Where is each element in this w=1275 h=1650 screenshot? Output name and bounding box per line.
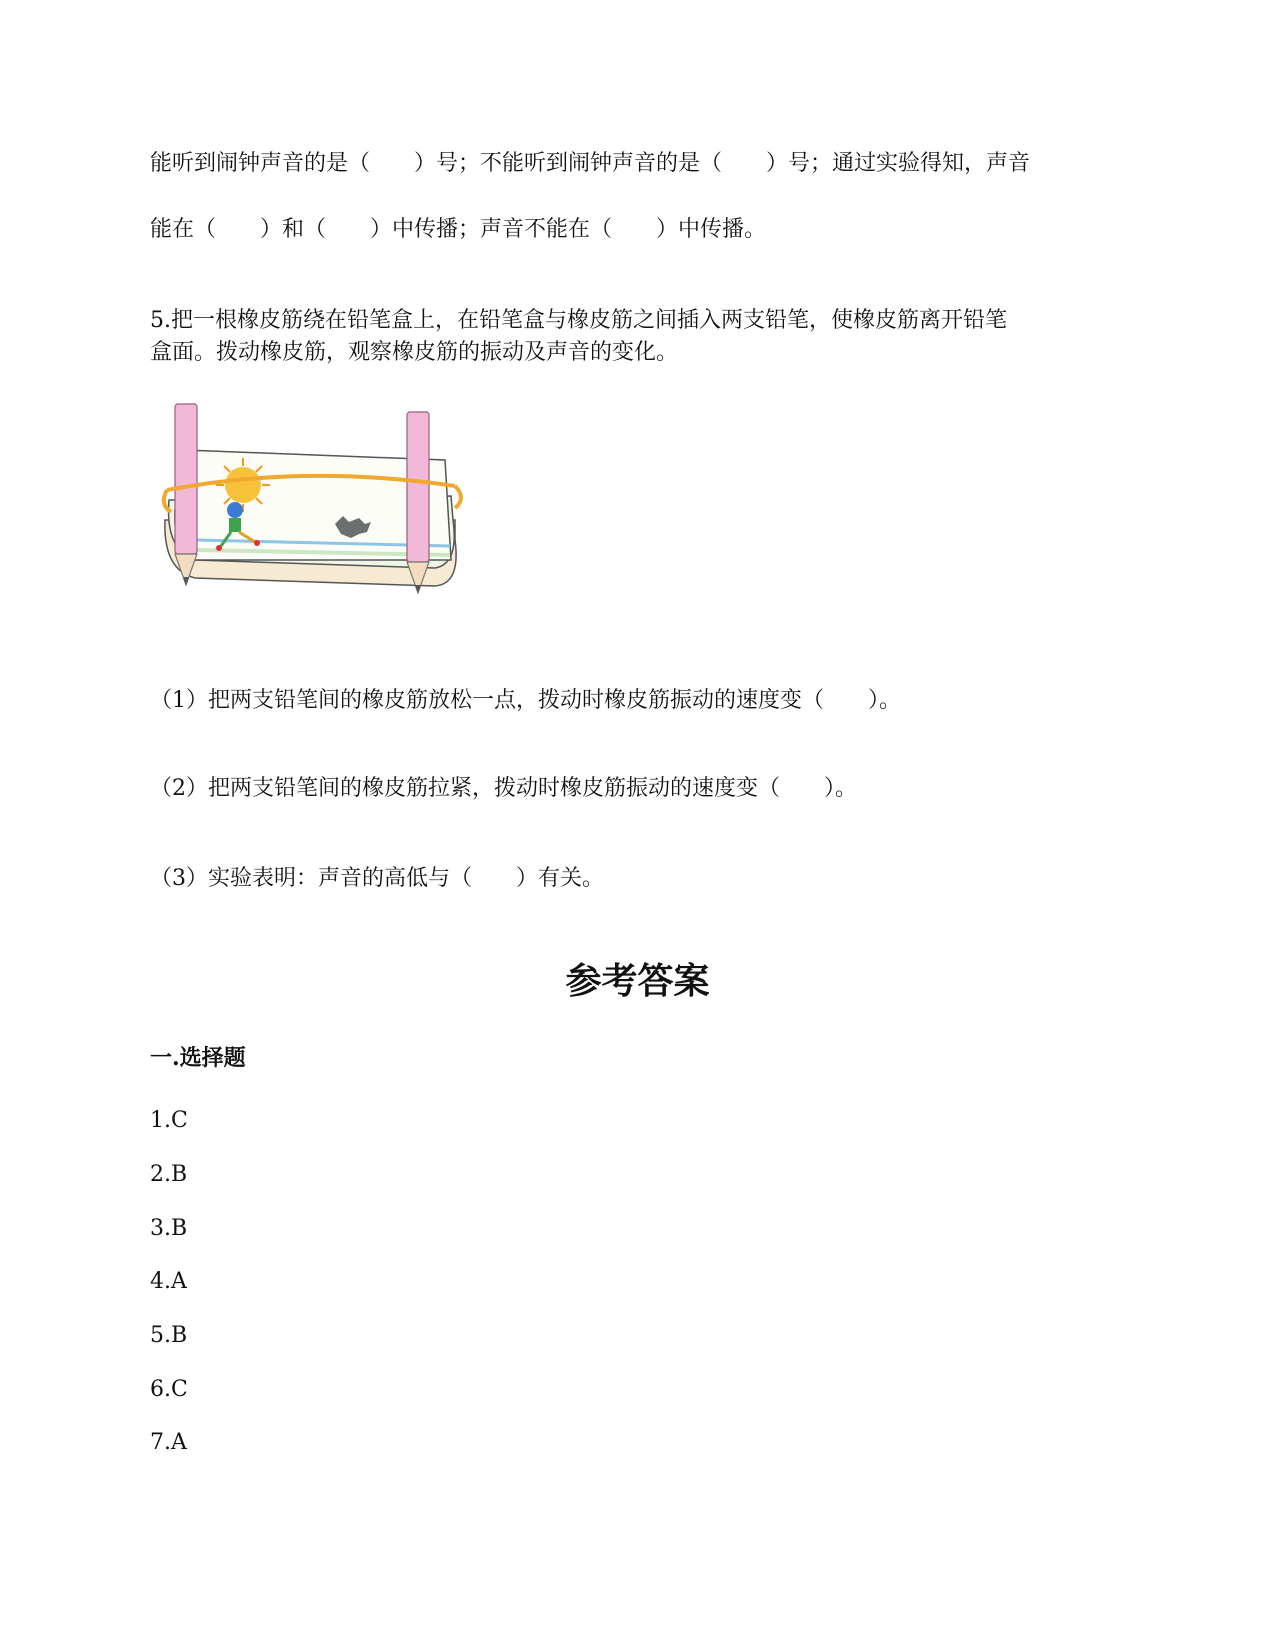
answer-item: 6.C [150,1377,188,1402]
sub-question-3: （3）实验表明：声音的高低与（ ）有关。 [150,866,604,891]
answer-item: 7.A [150,1430,187,1455]
answer-item: 1.C [150,1108,188,1133]
sub-question-2: （2）把两支铅笔间的橡皮筋拉紧，拨动时橡皮筋振动的速度变（ ）。 [150,776,857,801]
right-pencil [407,412,429,593]
question5-line1: 5.把一根橡皮筋绕在铅笔盒上，在铅笔盒与橡皮筋之间插入两支铅笔，使橡皮筋离开铅笔 [150,308,1007,333]
pencil-box-drawing [155,400,470,625]
answer-item: 2.B [150,1162,188,1187]
left-pencil [175,404,197,585]
pencil-box-rubber-band-illustration [155,400,470,625]
sub-question-1: （1）把两支铅笔间的橡皮筋放松一点，拨动时橡皮筋振动的速度变（ ）。 [150,688,901,713]
question4-line2: 能在（ ）和（ ）中传播；声音不能在（ ）中传播。 [150,217,767,242]
answer-item: 5.B [150,1323,188,1348]
answer-item: 3.B [150,1216,188,1241]
question5-line2: 盒面。拨动橡皮筋，观察橡皮筋的振动及声音的变化。 [150,340,679,365]
section-heading-multiple-choice: 一.选择题 [150,1045,246,1071]
question4-line1: 能听到闹钟声音的是（ ）号；不能听到闹钟声音的是（ ）号；通过实验得知，声音 [150,151,1031,176]
answer-key-title: 参考答案 [565,960,710,1002]
answer-item: 4.A [150,1269,187,1294]
